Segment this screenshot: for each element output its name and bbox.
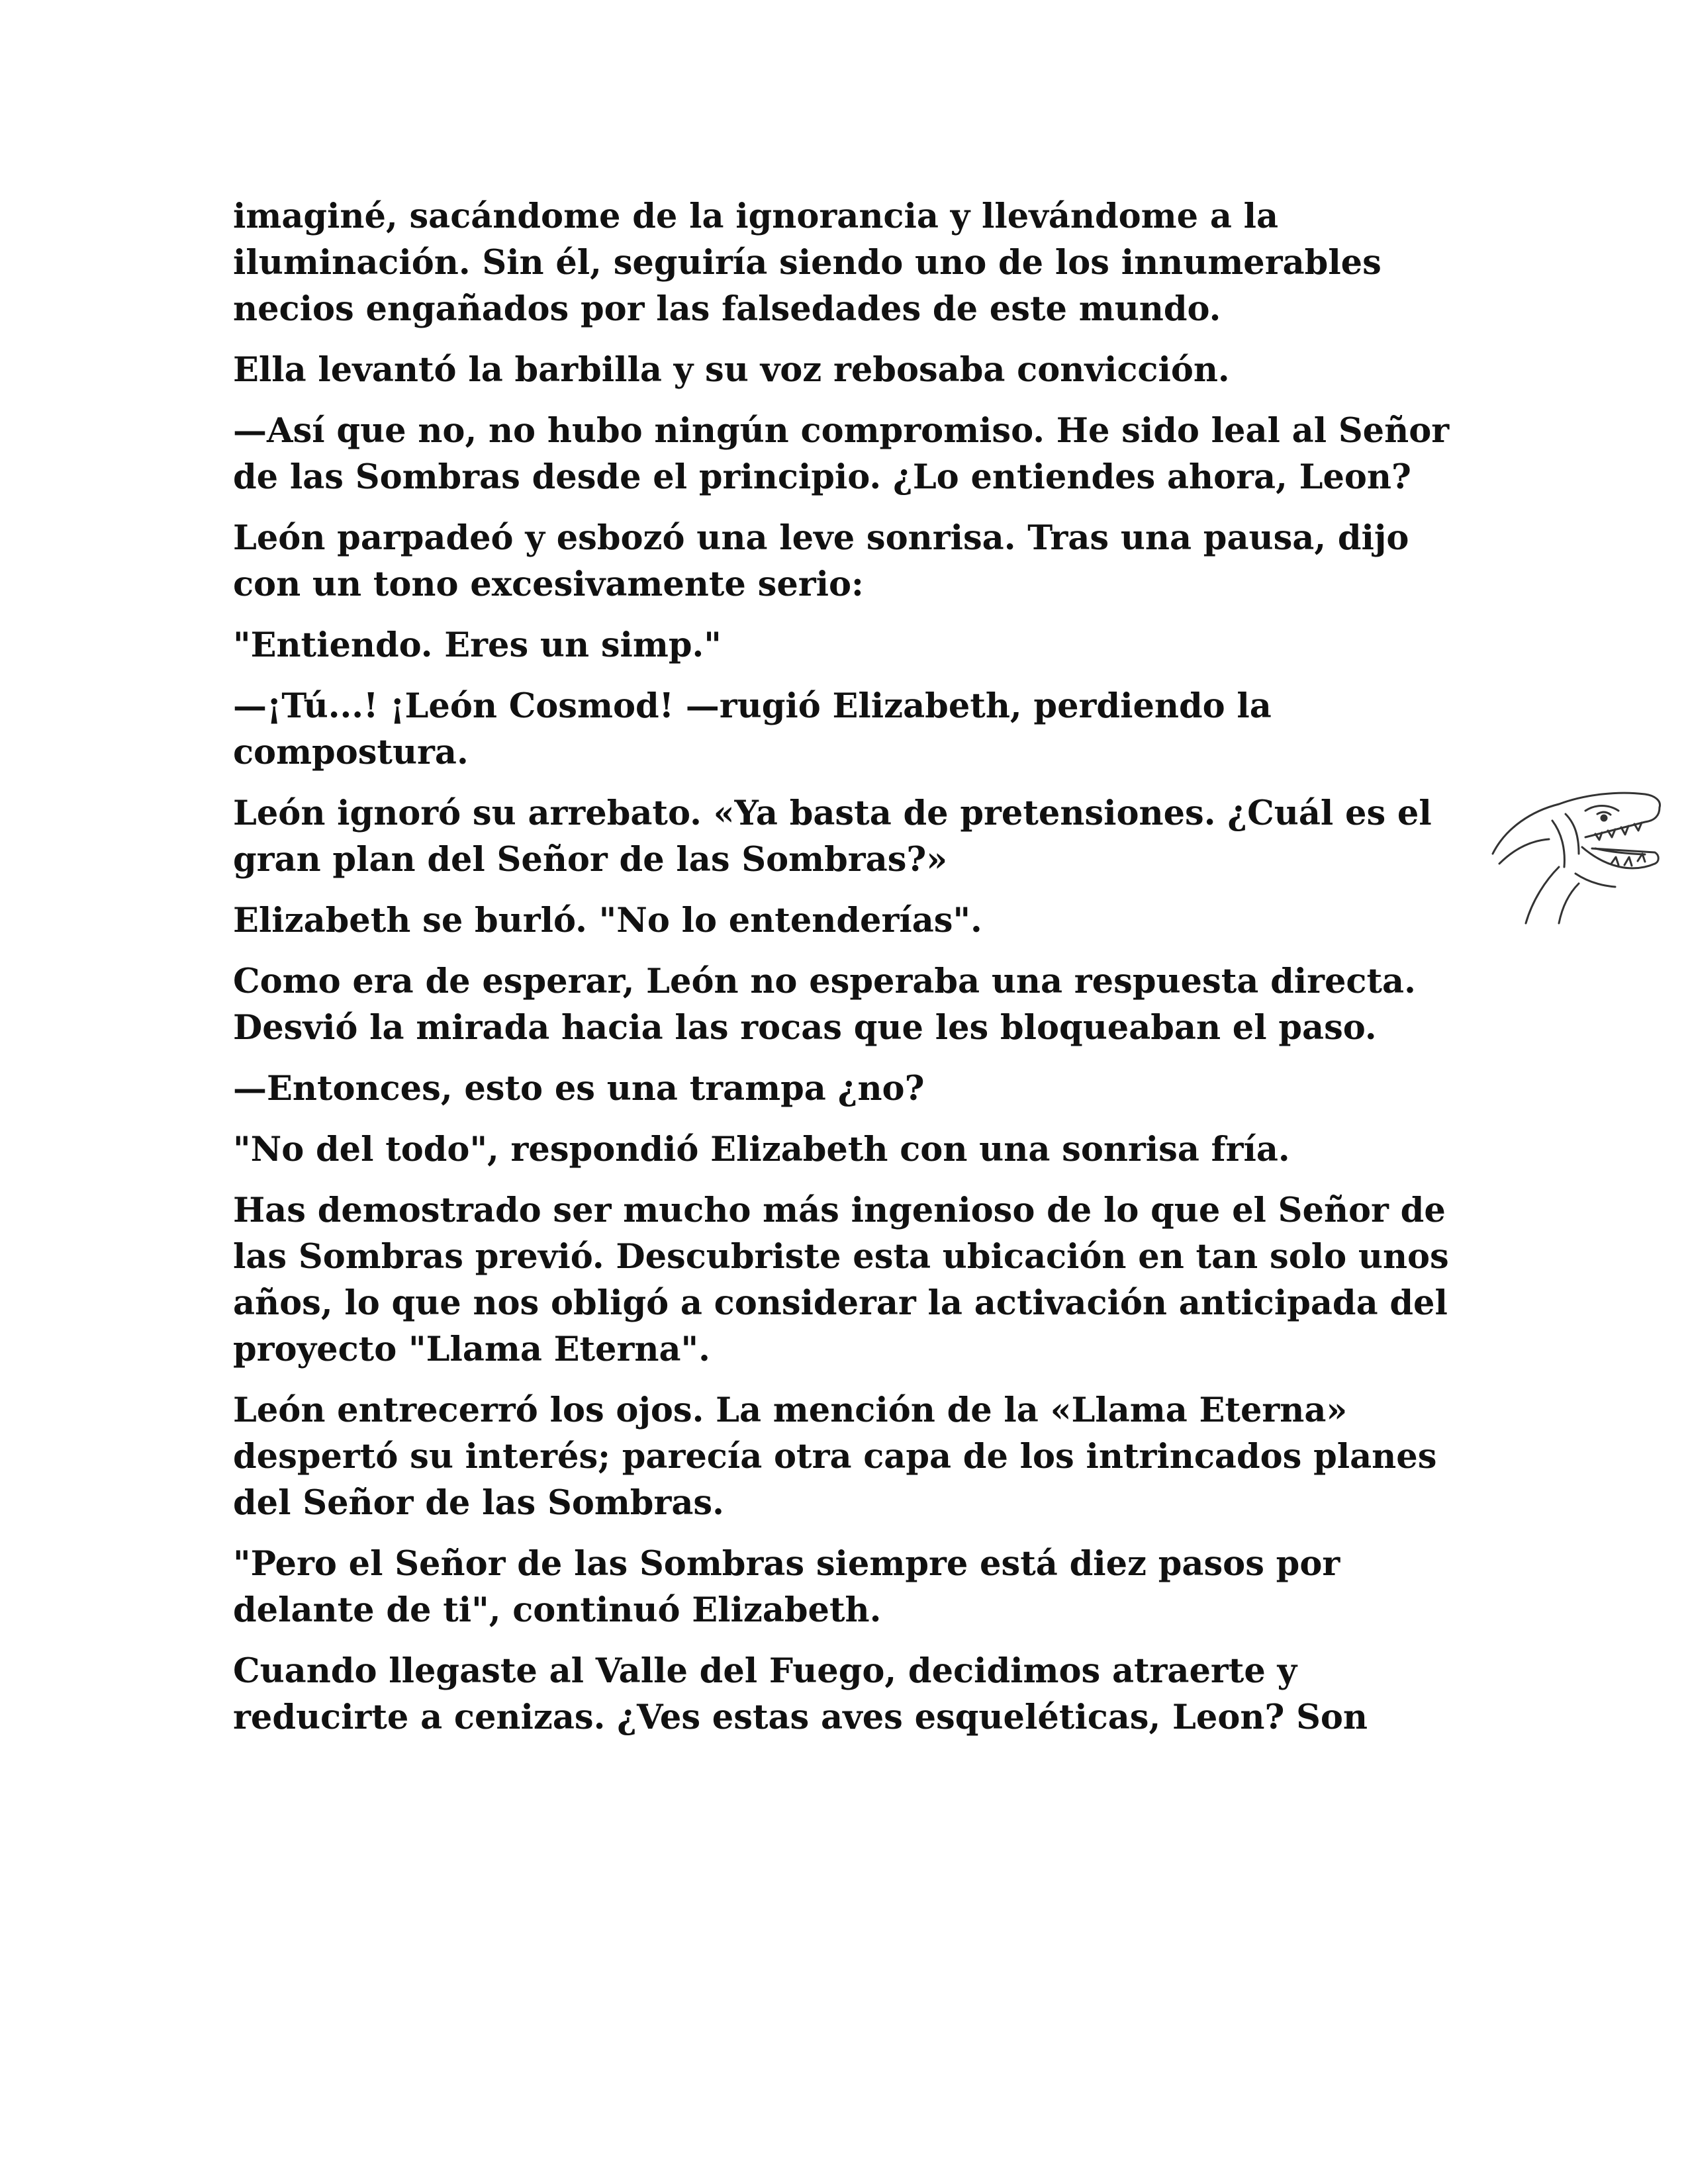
paragraph-2: Ella levantó la barbilla y su voz rebosaba convicción.: [233, 350, 1230, 390]
document-body: [233, 193, 1477, 1755]
paragraph-14: "Pero el Señor de las Sombras siempre está diez pasos por delante de ti", continuó Elizabeth.: [233, 1544, 1340, 1630]
paragraph-5: "Entiendo. Eres un simp.": [233, 625, 722, 665]
paragraph-12: Has demostrado ser mucho más ingenioso de lo que el Señor de las Sombras previó. Descubriste esta ubicación en tan solo unos años, lo que nos obligó a considerar la activación anticipada del proyecto "Llama Eterna".: [233, 1191, 1449, 1369]
paragraph-11: "No del todo", respondió Elizabeth con una sonrisa fría.: [233, 1130, 1290, 1169]
paragraph-4: León parpadeó y esbozó una leve sonrisa. Tras una pausa, dijo con un tono excesivamente serio:: [233, 518, 1409, 604]
dinosaur-head-sketch-icon: [1486, 774, 1671, 927]
paragraph-7: León ignoró su arrebato. «Ya basta de pretensiones. ¿Cuál es el gran plan del Señor de las Sombras?»: [233, 794, 1432, 880]
paragraph-10: —Entonces, esto es una trampa ¿no?: [233, 1069, 925, 1109]
paragraph-3: —Así que no, no hubo ningún compromiso. He sido leal al Señor de las Sombras desde el principio. ¿Lo entiendes ahora, Leon?: [233, 411, 1450, 497]
paragraph-13: León entrecerró los ojos. La mención de la «Llama Eterna» despertó su interés; parecía otra capa de los intrincados planes del Señor de las Sombras.: [233, 1390, 1437, 1523]
paragraph-15: Cuando llegaste al Valle del Fuego, decidimos atraerte y reducirte a cenizas. ¿Ves estas aves esqueléticas, Leon? Son: [233, 1651, 1368, 1737]
paragraph-8: Elizabeth se burló. "No lo entenderías".: [233, 901, 982, 940]
paragraph-9: Como era de esperar, León no esperaba una respuesta directa. Desvió la mirada hacia las rocas que les bloqueaban el paso.: [233, 962, 1416, 1048]
paragraph-6: —¡Tú...! ¡León Cosmod! —rugió Elizabeth, perdiendo la compostura.: [233, 686, 1272, 772]
paragraph-1: imaginé, sacándome de la ignorancia y llevándome a la iluminación. Sin él, seguiría siendo uno de los innumerables necios engañados por las falsedades de este mundo.: [233, 197, 1382, 329]
